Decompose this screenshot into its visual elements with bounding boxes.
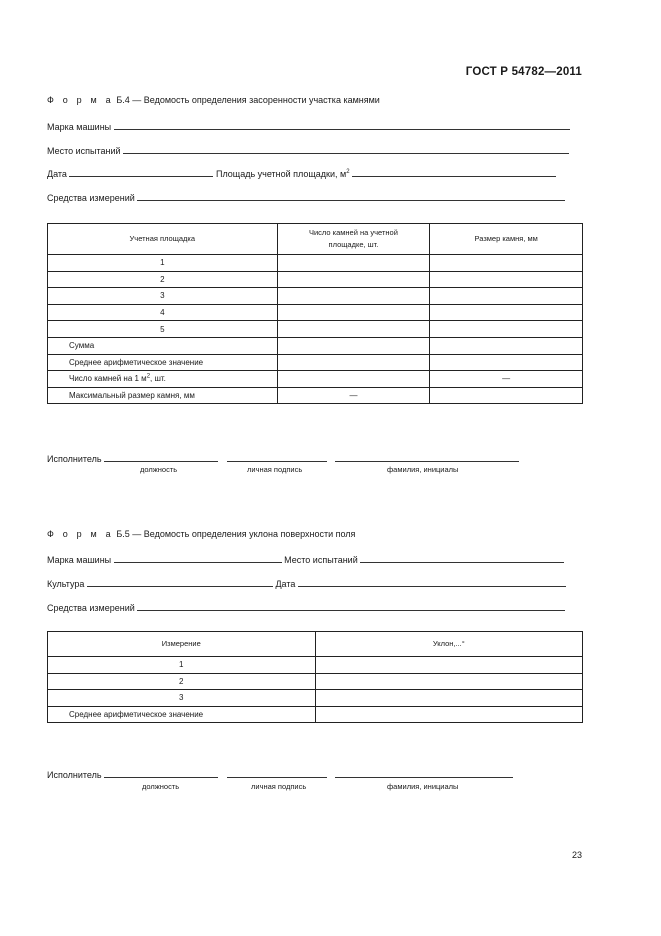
count-label-text: Число камней на 1 м [69, 374, 147, 384]
table-cell-size[interactable] [430, 387, 583, 404]
form-b5-performer-line [47, 769, 513, 780]
table-row-sum [48, 337, 583, 354]
performer-label: Исполнитель [47, 454, 102, 464]
table-header-area: Учетная площадка [48, 224, 278, 255]
name-field[interactable] [335, 453, 519, 462]
table-cell-measurement: 2 [48, 673, 316, 690]
signature-field[interactable] [227, 453, 327, 462]
table-cell-dash: — [430, 371, 583, 388]
table-cell-area: 4 [48, 304, 278, 321]
form-b4-machine-field[interactable] [114, 121, 570, 130]
table-row [48, 304, 583, 321]
caption-name: фамилия, инициалы [387, 465, 459, 474]
position-field[interactable] [104, 453, 218, 462]
table-cell-count[interactable] [277, 337, 430, 354]
caption-position: должность [142, 782, 180, 791]
table-cell-size[interactable] [430, 255, 583, 272]
signature-field[interactable] [227, 769, 327, 778]
table-row [48, 271, 583, 288]
form-b5-date-field[interactable] [298, 578, 566, 587]
caption-signature: личная подпись [247, 465, 303, 474]
form-b4-date-label: Дата [47, 169, 67, 179]
form-b5-title-num: Б.5 [116, 529, 130, 539]
table-row [48, 255, 583, 272]
form-b5-machine-field[interactable] [114, 554, 282, 563]
form-b4-place-field[interactable] [123, 145, 569, 154]
table-row-mean [48, 354, 583, 371]
form-b4-machine-label: Марка машины [47, 122, 112, 132]
table-cell-slope[interactable] [315, 690, 582, 707]
form-b4-date-line [47, 168, 556, 179]
count-per-m2-label [48, 371, 278, 388]
form-b4-machine-line [47, 121, 570, 132]
form-b4-performer-line [47, 453, 519, 464]
count-label-unit: , шт. [150, 374, 166, 384]
form-b4-means-label: Средства измерений [47, 193, 135, 203]
mean-label: Среднее арифметическое значение [48, 706, 316, 723]
form-b4-area-field[interactable] [352, 168, 556, 177]
table-header-stone-count: Число камней на учетной площадке, шт. [277, 224, 430, 255]
table-cell-area: 1 [48, 255, 278, 272]
table-row [48, 657, 583, 674]
form-b5-title [47, 529, 355, 539]
table-row-max [48, 387, 583, 404]
table-header-measurement: Измерение [48, 632, 316, 657]
table-cell-size[interactable] [430, 288, 583, 305]
table-cell-count[interactable] [277, 288, 430, 305]
table-header-stone-size: Размер камня, мм [430, 224, 583, 255]
form-b5-means-line [47, 602, 565, 613]
table-row [48, 690, 583, 707]
form-b5-crop-line [47, 578, 566, 589]
position-field[interactable] [104, 769, 218, 778]
table-cell-area: 5 [48, 321, 278, 338]
table-header-row [48, 224, 583, 255]
table-cell-measurement: 1 [48, 657, 316, 674]
form-b4-means-line [47, 192, 565, 203]
form-b5-means-label: Средства измерений [47, 603, 135, 613]
form-b5-date-label: Дата [275, 579, 296, 589]
table-cell-count[interactable] [277, 371, 430, 388]
form-b4-place-line [47, 145, 569, 156]
table-cell-count[interactable] [277, 271, 430, 288]
table-cell-count[interactable] [277, 354, 430, 371]
form-b4-area-sup: 2 [346, 169, 350, 175]
table-cell-size[interactable] [430, 337, 583, 354]
form-b4-place-label: Место испытаний [47, 146, 121, 156]
form-b4-means-field[interactable] [137, 192, 565, 201]
form-b5-machine-line [47, 554, 564, 565]
table-cell-count[interactable] [277, 304, 430, 321]
table-cell-slope[interactable] [315, 657, 582, 674]
table-cell-size[interactable] [430, 304, 583, 321]
form-b5-place-field[interactable] [360, 554, 564, 563]
table-row-per-m2 [48, 371, 583, 388]
table-cell-area: 2 [48, 271, 278, 288]
sum-label: Сумма [48, 337, 278, 354]
table-cell-size[interactable] [430, 354, 583, 371]
table-cell-area: 3 [48, 288, 278, 305]
table-cell-count[interactable] [277, 321, 430, 338]
form-b5-machine-label: Марка машины [47, 555, 112, 565]
table-header-row [48, 632, 583, 657]
table-cell-size[interactable] [430, 271, 583, 288]
form-b4-title-num: Б.4 [116, 95, 130, 105]
form-b4-title [47, 95, 380, 105]
form-b5-crop-field[interactable] [87, 578, 273, 587]
table-row [48, 673, 583, 690]
table-cell-dash: — [277, 387, 430, 404]
form-b5-table [47, 631, 583, 723]
form-b5-means-field[interactable] [137, 602, 565, 611]
table-cell-slope[interactable] [315, 706, 582, 723]
caption-signature: личная подпись [251, 782, 307, 791]
table-row-mean [48, 706, 583, 723]
form-b4-title-text: — Ведомость определения засоренности участка камнями [129, 95, 380, 105]
table-cell-measurement: 3 [48, 690, 316, 707]
count-label-sup: 2 [146, 373, 151, 380]
form-b5-place-label: Место испытаний [284, 555, 358, 565]
form-b5-title-prefix: Ф о р м а [47, 529, 114, 539]
page-number: 23 [571, 850, 582, 860]
form-b4-date-field[interactable] [69, 168, 213, 177]
form-b5-title-text: — Ведомость определения уклона поверхности поля [129, 529, 356, 539]
table-cell-slope[interactable] [315, 673, 582, 690]
performer-label: Исполнитель [47, 770, 102, 780]
standard-designation: ГОСТ Р 54782—2011 [465, 66, 582, 78]
name-field[interactable] [335, 769, 513, 778]
caption-name: фамилия, инициалы [387, 782, 459, 791]
max-size-label: Максимальный размер камня, мм [48, 387, 278, 404]
table-cell-count[interactable] [277, 255, 430, 272]
form-b4-area-label: Площадь учетной площадки, м [215, 169, 347, 179]
table-row [48, 321, 583, 338]
form-b4-title-prefix: Ф о р м а [47, 95, 114, 105]
table-row [48, 288, 583, 305]
table-header-slope: Уклон,...° [315, 632, 582, 657]
form-b4-table [47, 223, 583, 404]
form-b5-crop-label: Культура [47, 579, 85, 589]
table-cell-size[interactable] [430, 321, 583, 338]
caption-position: должность [140, 465, 178, 474]
mean-label: Среднее арифметическое значение [48, 354, 278, 371]
